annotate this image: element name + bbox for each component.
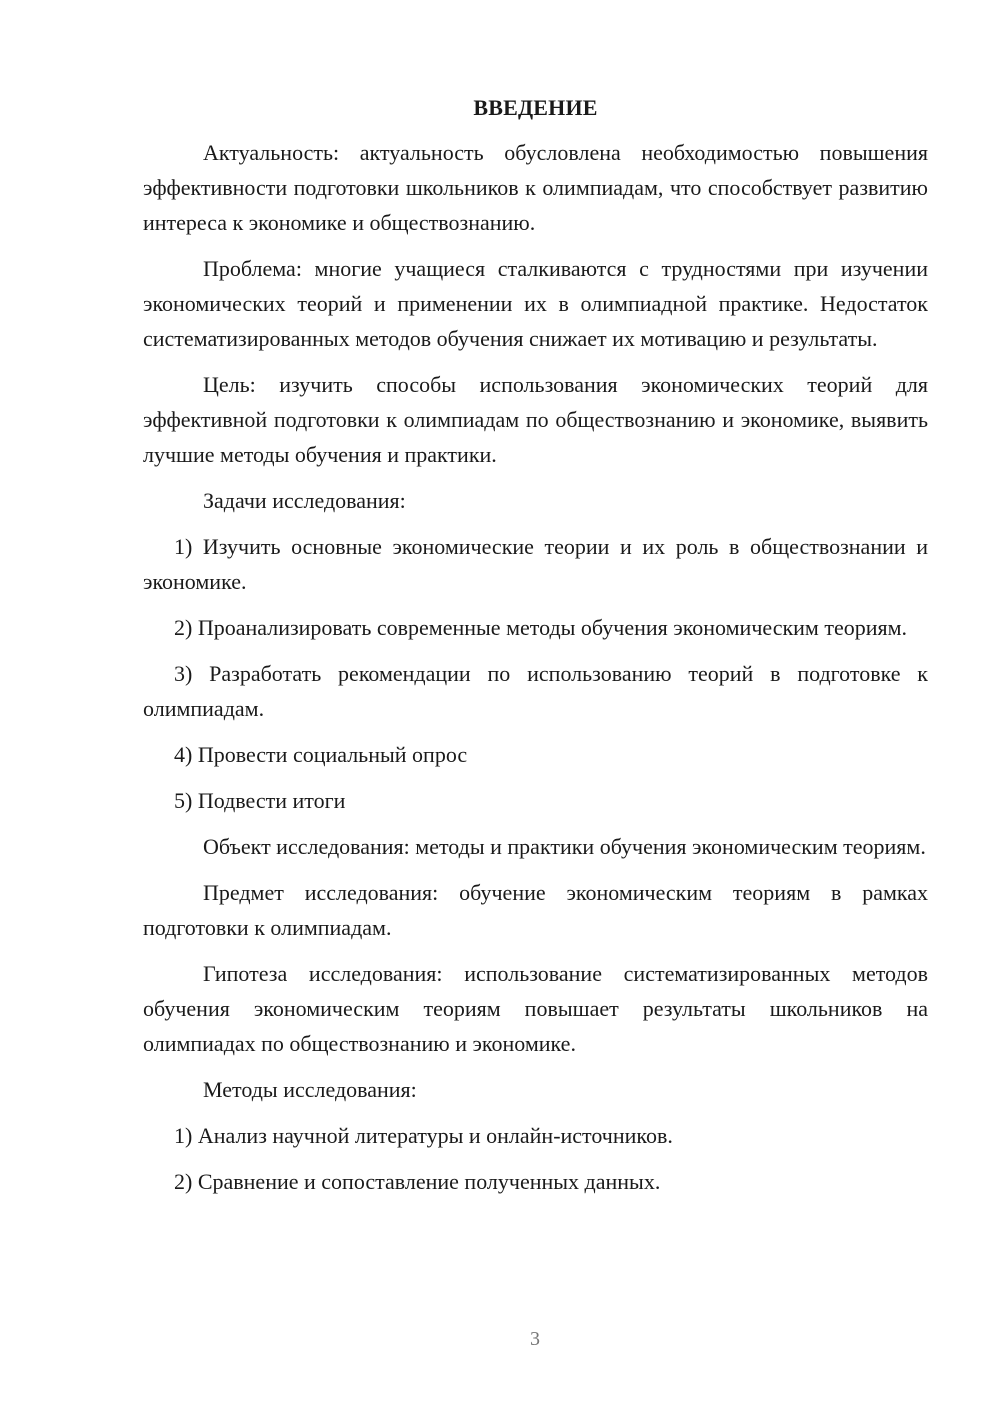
problem-paragraph: Проблема: многие учащиеся сталкиваются с трудностями при изучении экономических теорий и применении их в олимпиадной практике. Недостаток систематизированных методов обучения снижает их мотивацию и результаты. [143,256,928,351]
task-item-3: 3) Разработать рекомендации по использованию теорий в подготовке к олимпиадам. [143,661,928,721]
method-item-1: 1) Анализ научной литературы и онлайн-источников. [174,1123,673,1148]
page-number: 3 [530,1328,540,1350]
task-item-5: 5) Подвести итоги [174,788,346,813]
object-paragraph: Объект исследования: методы и практики обучения экономическим теориям. [203,834,926,859]
relevance-paragraph: Актуальность: актуальность обусловлена необходимостью повышения эффективности подготовки школьников к олимпиадам, что способствует развитию интереса к экономике и обществознанию. [143,140,928,235]
method-item-2: 2) Сравнение и сопоставление полученных данных. [174,1169,661,1194]
hypothesis-paragraph: Гипотеза исследования: использование систематизированных методов обучения экономическим теориям повышает результаты школьников на олимпиадах по обществознанию и экономике. [143,961,928,1056]
task-item-1: 1) Изучить основные экономические теории и их роль в обществознании и экономике. [143,534,928,594]
goal-paragraph: Цель: изучить способы использования экономических теорий для эффективной подготовки к олимпиадам по обществознанию и экономике, выявить лучшие методы обучения и практики. [143,372,928,467]
methods-heading: Методы исследования: [203,1077,417,1102]
subject-paragraph: Предмет исследования: обучение экономическим теориям в рамках подготовки к олимпиадам. [143,880,928,940]
page-content [143,90,928,1210]
section-heading: ВВЕДЕНИЕ [473,95,598,120]
task-item-4: 4) Провести социальный опрос [174,742,468,767]
task-item-2: 2) Проанализировать современные методы обучения экономическим теориям. [174,615,908,640]
tasks-heading: Задачи исследования: [203,488,406,513]
